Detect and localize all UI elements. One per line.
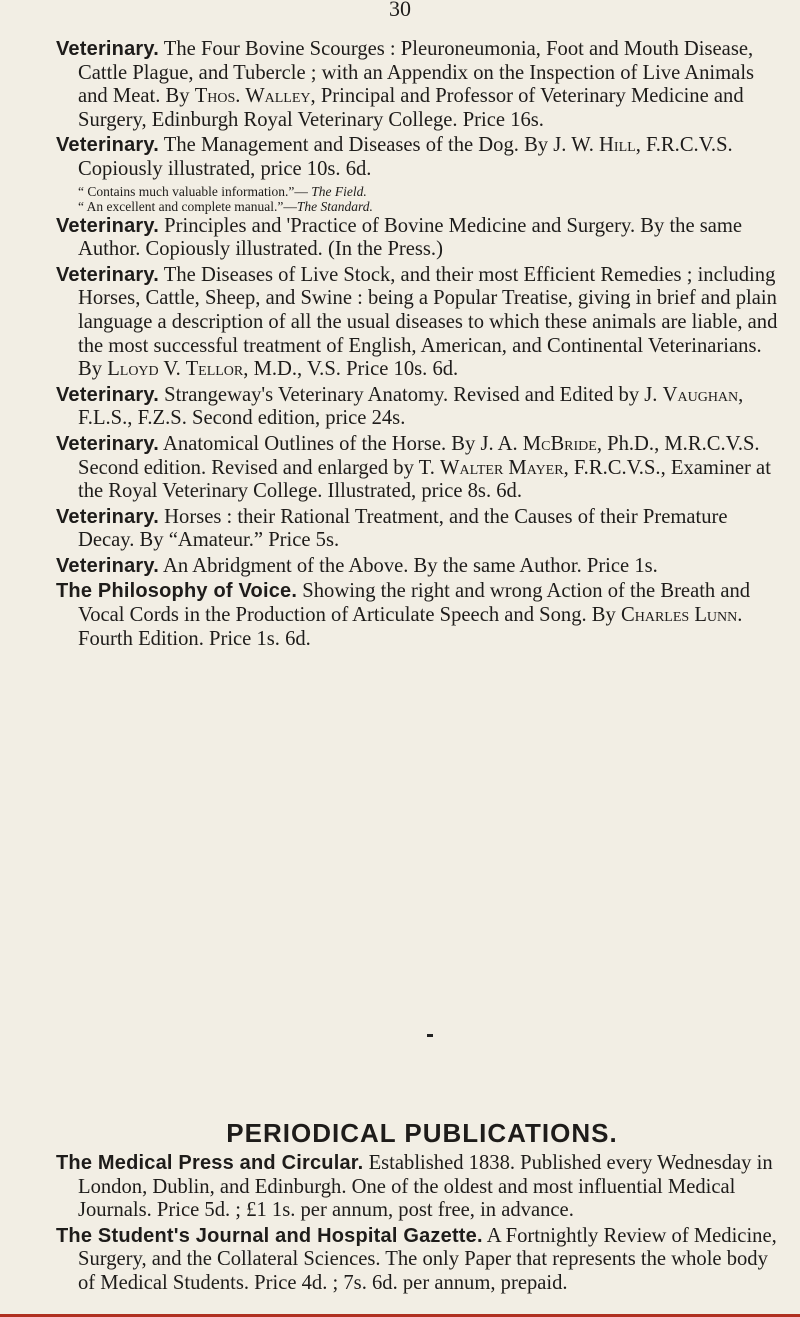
entry-text: , M.D., V.S. Price 10s. 6d. <box>243 358 459 381</box>
review-quote <box>56 199 788 215</box>
entry-heading: The Student's Journal and Hospital Gazette. <box>56 1224 483 1247</box>
entry-text: A Fortnightly Review of Medicine, Surgery, and the Collateral Sciences. The only Paper that represents the whole body of Medical Students. Price 4d. ; 7s. 6d. per annum, prepaid. <box>78 1224 777 1294</box>
catalogue-entry <box>56 38 788 132</box>
quote-text: “ An excellent and complete manual.”— <box>78 199 297 215</box>
entry-text: , Principal and Professor of Veterinary Medicine and Surgery, Edinburgh Royal Veterinary College. Price 16s. <box>78 85 744 131</box>
periodical-entries <box>56 1152 788 1298</box>
catalogue-entry <box>56 1152 788 1223</box>
entry-text: The Management and Diseases of the Dog. By J. W. <box>159 134 600 157</box>
catalogue-entry <box>56 433 788 504</box>
entry-heading: Veterinary. <box>56 214 160 237</box>
entry-text: The Four Bovine Scourges : Pleuroneumonia, Foot and Mouth Disease, Cattle Plague, and Tubercle ; with an Appendix on the Inspection of Live Animals and Meat. By <box>78 38 755 108</box>
entry-text: Principles and 'Practice of Bovine Medicine and Surgery. By the same Author. Copiously illustrated. (In the Press.) <box>78 214 743 261</box>
author-name: Charles Lunn <box>621 604 738 627</box>
quote-source: The Standard. <box>296 199 373 215</box>
author-name: Vaughan <box>662 383 739 406</box>
entry-heading: Veterinary. <box>56 432 160 455</box>
catalogue-entry <box>56 215 788 262</box>
entry-heading: Veterinary. <box>56 263 160 286</box>
entry-heading: Veterinary. <box>56 134 160 157</box>
author-name: Thos. Walley <box>194 85 311 108</box>
author-name: Walter Mayer <box>440 456 564 479</box>
quote-source: The Field. <box>311 183 367 199</box>
entry-heading: The Philosophy of Voice. <box>56 580 298 603</box>
author-name: Lloyd V. Tellor <box>107 358 244 381</box>
entry-heading: Veterinary. <box>56 554 160 577</box>
catalogue-entry <box>56 134 788 181</box>
entry-text: Showing the right and wrong Action of the Breath and Vocal Cords in the Production of Articulate Speech and Song. By <box>78 580 751 627</box>
entry-text: , Ph.D., M.R.C.V.S. Second edition. Revised and enlarged by T. <box>78 432 760 479</box>
section-title: PERIODICAL PUBLICATIONS. <box>226 1118 618 1148</box>
catalogue-entry <box>56 580 788 651</box>
catalogue-entry <box>56 384 788 431</box>
entry-text: An Abridgment of the Above. By the same Author. Price 1s. <box>159 554 658 577</box>
entry-heading: The Medical Press and Circular. <box>56 1152 364 1174</box>
page-number: 30 <box>389 0 411 21</box>
entry-text: , F.L.S., F.Z.S. Second edition, price 24s. <box>78 383 744 430</box>
divider-mark <box>427 1034 433 1037</box>
entry-text: Anatomical Outlines of the Horse. By J. A. <box>159 432 523 455</box>
entry-heading: Veterinary. <box>56 383 160 406</box>
catalogue-entries <box>56 38 788 653</box>
entry-text: Strangeway's Veterinary Anatomy. Revised and Edited by J. <box>159 383 663 406</box>
catalogue-entry <box>56 264 788 382</box>
entry-heading: Veterinary. <box>56 38 160 60</box>
author-name: McBride <box>522 432 597 455</box>
entry-text: , F.R.C.V.S. Copiously illustrated, price 10s. 6d. <box>78 134 733 180</box>
catalogue-entry <box>56 506 788 553</box>
entry-text: , F.R.C.V.S., Examiner at the Royal Veterinary College. Illustrated, price 8s. 6d. <box>78 456 771 503</box>
review-quote <box>56 184 788 200</box>
entry-text: . Fourth Edition. Price 1s. 6d. <box>78 604 743 650</box>
author-name: Hill <box>599 134 636 157</box>
entry-text: Horses : their Rational Treatment, and the Causes of their Premature Decay. By “Amateur.” Price 5s. <box>78 505 728 552</box>
entry-text: Established 1838. Published every Wednesday in London, Dublin, and Edinburgh. One of the oldest and most influential Medical Journals. Price 5d. ; £1 1s. per annum, post free, in advance. <box>78 1152 773 1222</box>
entry-text: The Diseases of Live Stock, and their most Efficient Remedies ; including Horses, Cattle, Sheep, and Swine : being a Popular Treatise, giving in brief and plain language a description of all the usual diseases to which these animals are liable, and the most successful treatment of English, American, and Continental Veterinarians. By <box>78 263 778 381</box>
entry-heading: Veterinary. <box>56 505 160 528</box>
catalogue-entry <box>56 1225 788 1296</box>
catalogue-entry <box>56 555 788 579</box>
quote-text: “ Contains much valuable information.”— <box>78 183 312 199</box>
